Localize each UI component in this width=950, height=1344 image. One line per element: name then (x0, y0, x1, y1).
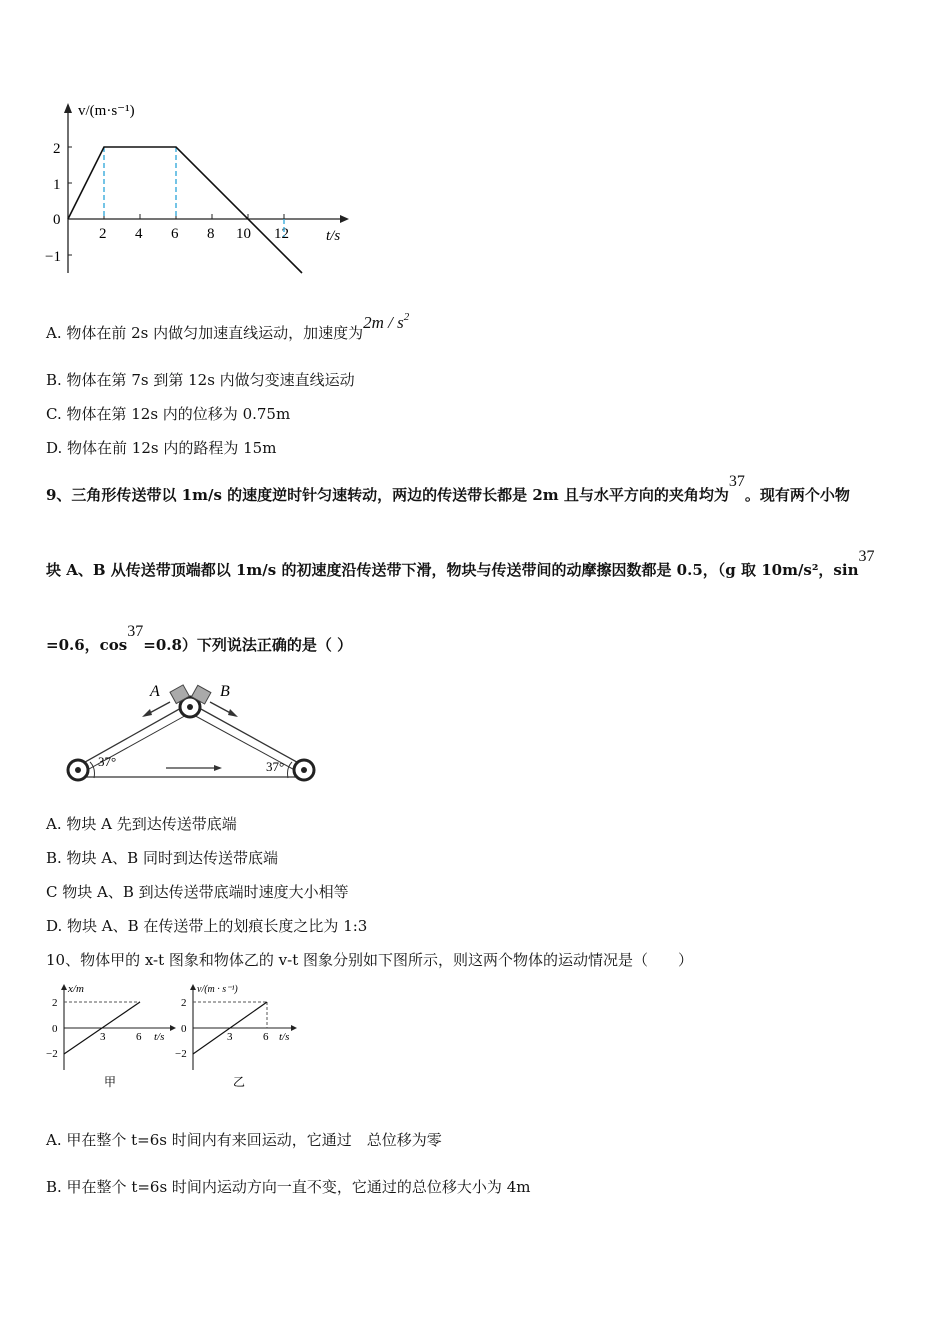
tick: 3 (100, 1031, 106, 1043)
q8-option-d: D. 物体在前 12s 内的路程为 15m (46, 439, 277, 457)
vt-graph-figure (40, 95, 360, 285)
angle-37: 37 (127, 623, 144, 640)
x-tick: 4 (135, 226, 143, 242)
q9-text: =0.6，cos (46, 636, 128, 654)
y-tick: 1 (53, 177, 61, 193)
q9-option-b: B. 物块 A、B 同时到达传送带底端 (46, 849, 278, 867)
q9-text: 块 A、B 从传送带顶端都以 1m/s 的初速度沿传送带下滑，物块与传送带间的动摩擦因数都是 0.5，（g 取 10m/s²，sin (46, 561, 859, 579)
q9-text: =0.8）下列说法正确的是（ ） (143, 636, 353, 654)
xt-graph-jia (40, 982, 180, 1092)
x-tick: 8 (207, 226, 215, 242)
q8-option-a-sup: 2 (403, 311, 410, 323)
q9-stem-line2 (46, 548, 875, 580)
jia-x-label: t/s (154, 1031, 165, 1043)
q10-option-a: A. 甲在整个 t=6s 时间内有来回运动，它通过 总位移为零 (46, 1131, 442, 1149)
pulley-icon (294, 760, 314, 780)
q8-option-a-math: 2m / s (363, 313, 404, 332)
q9-stem-line1 (46, 473, 850, 505)
q9-stem-line3 (46, 623, 353, 655)
q10-stem: 10、物体甲的 x-t 图象和物体乙的 v-t 图象分别如下图所示，则这两个物体的运动情况是（ ） (46, 951, 694, 969)
label-a: A (150, 683, 160, 700)
q9-text: 。现有两个小物 (744, 486, 850, 504)
yi-y-label: v/(m · s⁻¹) (197, 984, 238, 995)
pulley-icon (68, 760, 88, 780)
q8-option-a (46, 311, 410, 343)
conveyor-belt-figure (62, 676, 332, 791)
x-axis-label: t/s (326, 228, 341, 244)
tick: 0 (52, 1023, 58, 1035)
q8-option-a-text: A. 物体在前 2s 内做匀加速直线运动，加速度为 (46, 324, 364, 342)
x-tick: 2 (99, 226, 107, 242)
angle-37: 37 (858, 548, 875, 565)
angle-label-right: 37° (266, 759, 285, 774)
q9-option-a: A. 物块 A 先到达传送带底端 (46, 815, 237, 833)
y-axis-label: v/(m·s⁻¹) (78, 103, 135, 119)
x-tick: 10 (236, 226, 251, 242)
x-tick: 12 (274, 226, 289, 242)
tick: −2 (46, 1048, 58, 1060)
tick: 3 (227, 1031, 233, 1043)
q8-option-c: C. 物体在第 12s 内的位移为 0.75m (46, 405, 291, 423)
vt-graph-yi (175, 982, 315, 1092)
y-tick: −1 (45, 249, 61, 265)
y-tick: 2 (53, 141, 61, 157)
tick: 2 (52, 997, 58, 1009)
tick: 6 (136, 1031, 142, 1043)
tick: 6 (263, 1031, 269, 1043)
q9-option-d: D. 物块 A、B 在传送带上的划痕长度之比为 1:3 (46, 917, 368, 935)
q8-option-b: B. 物体在第 7s 到第 12s 内做匀变速直线运动 (46, 371, 355, 389)
label-b: B (220, 683, 230, 700)
jia-caption: 甲 (104, 1075, 117, 1089)
tick: −2 (175, 1048, 187, 1060)
x-tick: 6 (171, 226, 179, 242)
velocity-curve (68, 147, 302, 273)
yi-x-label: t/s (279, 1031, 290, 1043)
tick: 0 (181, 1023, 187, 1035)
q9-text: 9、三角形传送带以 1m/s 的速度逆时针匀速转动，两边的传送带长都是 2m 且与水平方向的夹角均为 (46, 486, 729, 504)
angle-label-left: 37° (98, 754, 117, 769)
q9-option-c: C 物块 A、B 到达传送带底端时速度大小相等 (46, 883, 349, 901)
yi-caption: 乙 (233, 1075, 246, 1089)
jia-y-label: x/m (68, 983, 84, 995)
angle-37: 37 (728, 473, 745, 490)
y-tick: 0 (53, 212, 61, 228)
q10-option-b: B. 甲在整个 t=6s 时间内运动方向一直不变，它通过的总位移大小为 4m (46, 1178, 531, 1196)
tick: 2 (181, 997, 187, 1009)
